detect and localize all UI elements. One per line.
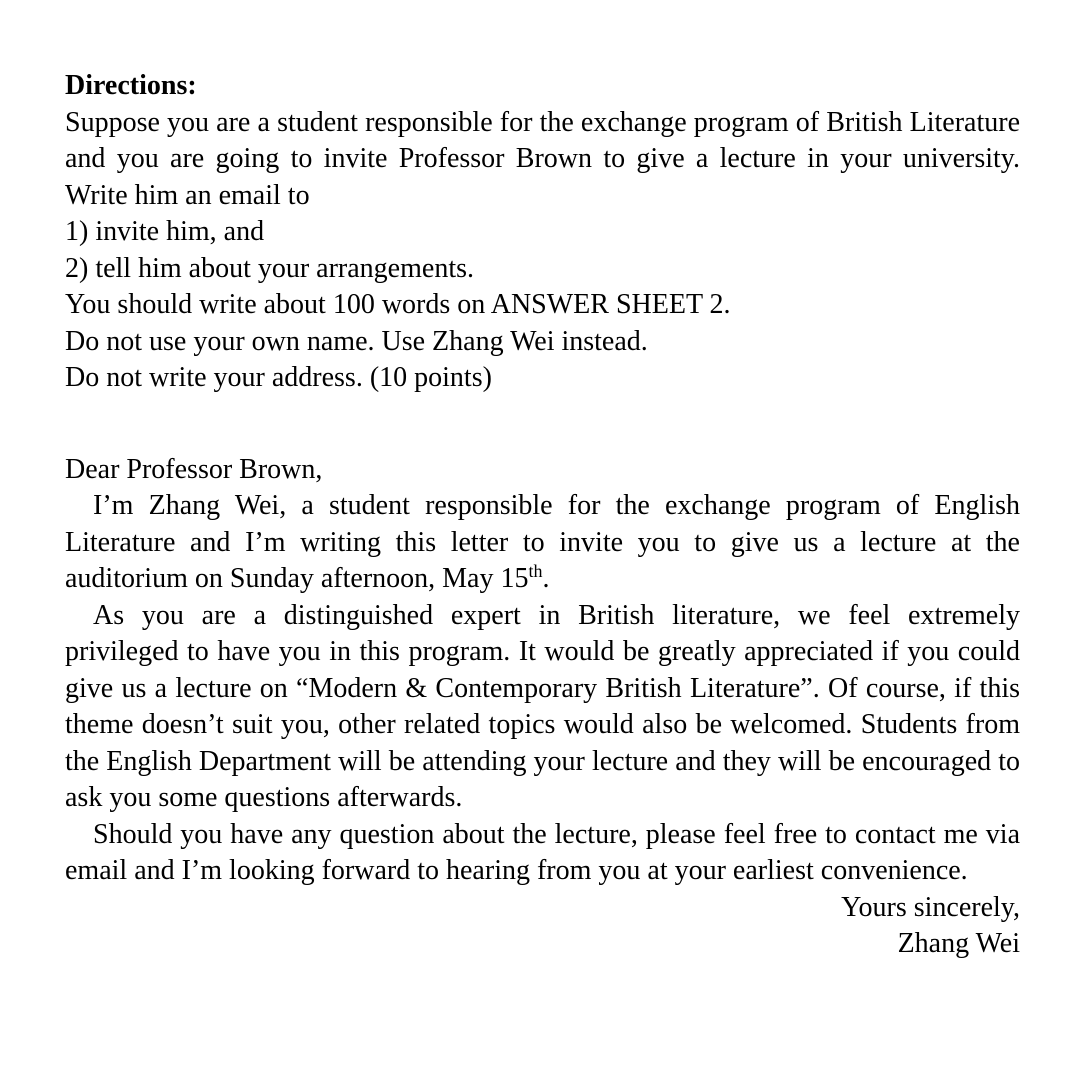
directions-note-address: Do not write your address. (10 points) [65,362,492,393]
directions-note-word-count: You should write about 100 words on ANSWER SHEET 2. [65,289,731,320]
section-gap [65,397,1020,452]
letter-paragraph-1 [65,488,1020,598]
letter-paragraph-1-period: . [542,563,550,594]
letter-salutation: Dear Professor Brown, [65,453,323,485]
directions-heading: Directions: [65,70,197,101]
letter-paragraph-3: Should you have any question about the lecture, please feel free to contact me via email and I’m looking forward to hearing from you at your earliest convenience. [65,818,1020,886]
letter-paragraph-1-text: I’m Zhang Wei, a student responsible for the exchange program of English Literature and I’m writing this letter to invite you to give us a lecture at the auditorium on Sunday afternoon, May 15 [65,490,1020,594]
letter-paragraph-2: As you are a distinguished expert in British literature, we feel extremely privileged to have you in this program. It would be greatly appreciated if you could give us a lecture on “Modern & Contemporary British Literature”. Of course, if this theme doesn’t suit you, other related topics would also be welcomed. Students from the English Department will be attending your lecture and they will be encouraged to ask you some questions afterwards. [65,599,1020,813]
letter-signature: Zhang Wei [897,928,1020,959]
directions-note-name: Do not use your own name. Use Zhang Wei instead. [65,325,648,357]
letter-closing: Yours sincerely, [841,891,1020,923]
directions-intro: Suppose you are a student responsible for the exchange program of British Literature and you are going to invite Professor Brown to give a lecture in your university. Write him an email to [65,106,1020,211]
directions-item-1: 1) invite him, and [65,216,265,247]
directions-item-2: 2) tell him about your arrangements. [65,252,474,284]
directions-section [65,68,1020,397]
letter-section [65,452,1020,963]
ordinal-superscript: th [528,561,543,581]
